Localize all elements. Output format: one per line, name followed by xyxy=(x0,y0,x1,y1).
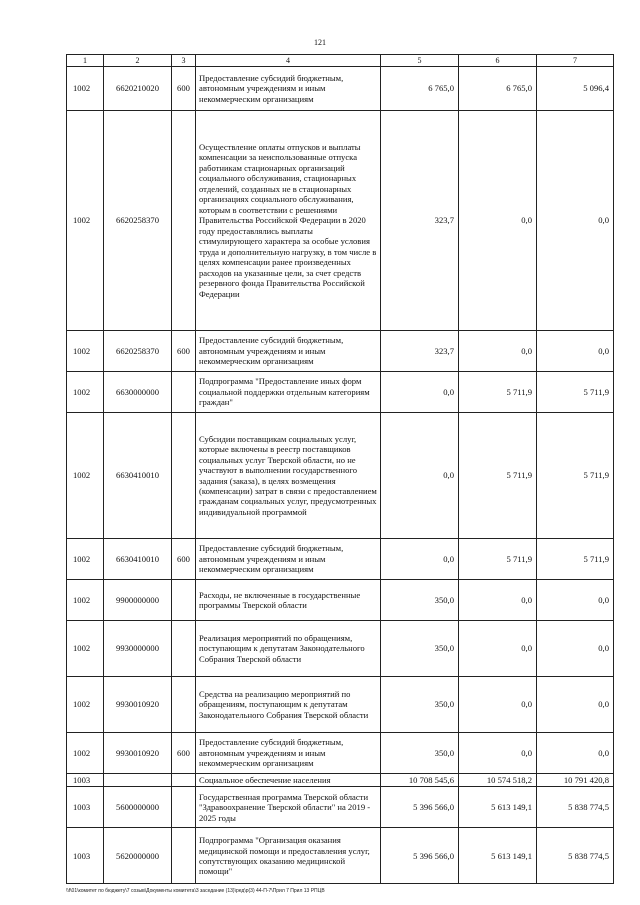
section-code: 1002 xyxy=(67,372,104,413)
amount-col6: 0,0 xyxy=(459,580,537,621)
amount-col7: 0,0 xyxy=(537,621,614,677)
table-row xyxy=(67,733,614,774)
target-code: 9930000000 xyxy=(104,621,172,677)
table-row xyxy=(67,331,614,372)
section-code: 1002 xyxy=(67,111,104,331)
amount-col7: 5 711,9 xyxy=(537,539,614,580)
amount-col7: 0,0 xyxy=(537,733,614,774)
amount-col7: 5 711,9 xyxy=(537,413,614,539)
target-code: 6620258370 xyxy=(104,331,172,372)
table-row xyxy=(67,111,614,331)
amount-col6: 0,0 xyxy=(459,331,537,372)
table-row xyxy=(67,413,614,539)
header-row xyxy=(67,55,614,67)
amount-col7: 5 096,4 xyxy=(537,67,614,111)
section-code: 1002 xyxy=(67,580,104,621)
section-code: 1002 xyxy=(67,413,104,539)
amount-col5: 350,0 xyxy=(381,580,459,621)
item-name: Расходы, не включенные в государственные программы Тверской области xyxy=(196,580,381,621)
table-row xyxy=(67,774,614,787)
amount-col7: 5 838 774,5 xyxy=(537,787,614,828)
amount-col6: 5 711,9 xyxy=(459,372,537,413)
target-code: 5600000000 xyxy=(104,787,172,828)
item-name: Средства на реализацию мероприятий по обращениям, поступающим к депутатам Законодательного Собрания Тверской области xyxy=(196,677,381,733)
file-path-footer: \\f\01\комитет по бюджету\7 созыв\Документы комитета\3 заседание (13)\ред\р(3) 44-П-7\Прил 7 Прил 13 РПЦВ xyxy=(66,888,325,894)
item-name: Социальное обеспечение населения xyxy=(196,774,381,787)
amount-col5: 0,0 xyxy=(381,413,459,539)
target-code: 6630410010 xyxy=(104,539,172,580)
expense-type xyxy=(172,621,196,677)
target-code: 9900000000 xyxy=(104,580,172,621)
expense-type xyxy=(172,372,196,413)
amount-col5: 10 708 545,6 xyxy=(381,774,459,787)
budget-table xyxy=(66,54,614,884)
item-name: Предоставление субсидий бюджетным, автономным учреждениям и иным некоммерческим организациям xyxy=(196,733,381,774)
amount-col7: 5 711,9 xyxy=(537,372,614,413)
amount-col7: 10 791 420,8 xyxy=(537,774,614,787)
item-name: Осуществление оплаты отпусков и выплаты компенсации за неиспользованные отпуска работникам стационарных организаций социального обслуживания, стационарных отделений, созданных не в стационарных организациях социального обслуживания, которым в соответствии с решениями Правительства Российской Федерации в 2020 году предоставлялись выплаты стимулирующего характера за особые условия труда и дополнительную нагрузку, в том числе в целях компенсации ранее произведенных расходов на указанные цели, за счет средств резервного фонда Правительства Российской Федерации xyxy=(196,111,381,331)
expense-type: 600 xyxy=(172,539,196,580)
section-code: 1002 xyxy=(67,539,104,580)
target-code: 9930010920 xyxy=(104,733,172,774)
table-row xyxy=(67,828,614,884)
amount-col6: 5 613 149,1 xyxy=(459,787,537,828)
item-name: Предоставление субсидий бюджетным, автономным учреждениям и иным некоммерческим организациям xyxy=(196,331,381,372)
expense-type xyxy=(172,787,196,828)
table-row xyxy=(67,621,614,677)
target-code xyxy=(104,774,172,787)
expense-type xyxy=(172,111,196,331)
header-cell: 4 xyxy=(196,55,381,67)
amount-col6: 5 711,9 xyxy=(459,413,537,539)
section-code: 1002 xyxy=(67,621,104,677)
table-row xyxy=(67,372,614,413)
section-code: 1002 xyxy=(67,733,104,774)
amount-col6: 5 613 149,1 xyxy=(459,828,537,884)
header-cell: 3 xyxy=(172,55,196,67)
amount-col5: 6 765,0 xyxy=(381,67,459,111)
section-code: 1003 xyxy=(67,787,104,828)
amount-col5: 323,7 xyxy=(381,331,459,372)
page-number: 121 xyxy=(314,38,326,47)
amount-col7: 0,0 xyxy=(537,580,614,621)
expense-type: 600 xyxy=(172,67,196,111)
expense-type xyxy=(172,828,196,884)
amount-col5: 5 396 566,0 xyxy=(381,828,459,884)
section-code: 1002 xyxy=(67,677,104,733)
expense-type: 600 xyxy=(172,331,196,372)
expense-type: 600 xyxy=(172,733,196,774)
amount-col6: 0,0 xyxy=(459,733,537,774)
header-cell: 2 xyxy=(104,55,172,67)
amount-col6: 6 765,0 xyxy=(459,67,537,111)
amount-col5: 0,0 xyxy=(381,372,459,413)
amount-col7: 0,0 xyxy=(537,111,614,331)
section-code: 1002 xyxy=(67,67,104,111)
amount-col7: 0,0 xyxy=(537,331,614,372)
amount-col6: 0,0 xyxy=(459,111,537,331)
item-name: Реализация мероприятий по обращениям, поступающим к депутатам Законодательного Собрания Тверской области xyxy=(196,621,381,677)
target-code: 5620000000 xyxy=(104,828,172,884)
target-code: 6620210020 xyxy=(104,67,172,111)
amount-col6: 5 711,9 xyxy=(459,539,537,580)
header-cell: 7 xyxy=(537,55,614,67)
item-name: Государственная программа Тверской области "Здравоохранение Тверской области" на 2019 - 2025 годы xyxy=(196,787,381,828)
amount-col6: 10 574 518,2 xyxy=(459,774,537,787)
section-code: 1003 xyxy=(67,828,104,884)
amount-col5: 350,0 xyxy=(381,733,459,774)
section-code: 1003 xyxy=(67,774,104,787)
table-row xyxy=(67,67,614,111)
header-cell: 6 xyxy=(459,55,537,67)
target-code: 6630000000 xyxy=(104,372,172,413)
item-name: Предоставление субсидий бюджетным, автономным учреждениям и иным некоммерческим организациям xyxy=(196,67,381,111)
header-cell: 5 xyxy=(381,55,459,67)
section-code: 1002 xyxy=(67,331,104,372)
amount-col5: 350,0 xyxy=(381,621,459,677)
expense-type xyxy=(172,580,196,621)
table-row xyxy=(67,677,614,733)
amount-col7: 5 838 774,5 xyxy=(537,828,614,884)
target-code: 9930010920 xyxy=(104,677,172,733)
amount-col5: 5 396 566,0 xyxy=(381,787,459,828)
item-name: Подпрограмма "Организация оказания медицинской помощи и предоставления услуг, сопутствующих оказанию медицинской помощи" xyxy=(196,828,381,884)
amount-col7: 0,0 xyxy=(537,677,614,733)
item-name: Субсидии поставщикам социальных услуг, которые включены в реестр поставщиков социальных услуг Тверской области, но не участвуют в выполнении государственного задания (заказа), в целях возмещения (компенсации) затрат в связи с предоставлением гражданам социальных услуг, предусмотренных индивидуальной программой xyxy=(196,413,381,539)
amount-col5: 323,7 xyxy=(381,111,459,331)
header-cell: 1 xyxy=(67,55,104,67)
item-name: Подпрограмма "Предоставление иных форм социальной поддержки отдельным категориям граждан" xyxy=(196,372,381,413)
expense-type xyxy=(172,677,196,733)
table-row xyxy=(67,539,614,580)
amount-col5: 350,0 xyxy=(381,677,459,733)
table-row xyxy=(67,787,614,828)
target-code: 6620258370 xyxy=(104,111,172,331)
expense-type xyxy=(172,774,196,787)
expense-type xyxy=(172,413,196,539)
amount-col6: 0,0 xyxy=(459,621,537,677)
table-row xyxy=(67,580,614,621)
item-name: Предоставление субсидий бюджетным, автономным учреждениям и иным некоммерческим организациям xyxy=(196,539,381,580)
amount-col5: 0,0 xyxy=(381,539,459,580)
target-code: 6630410010 xyxy=(104,413,172,539)
amount-col6: 0,0 xyxy=(459,677,537,733)
